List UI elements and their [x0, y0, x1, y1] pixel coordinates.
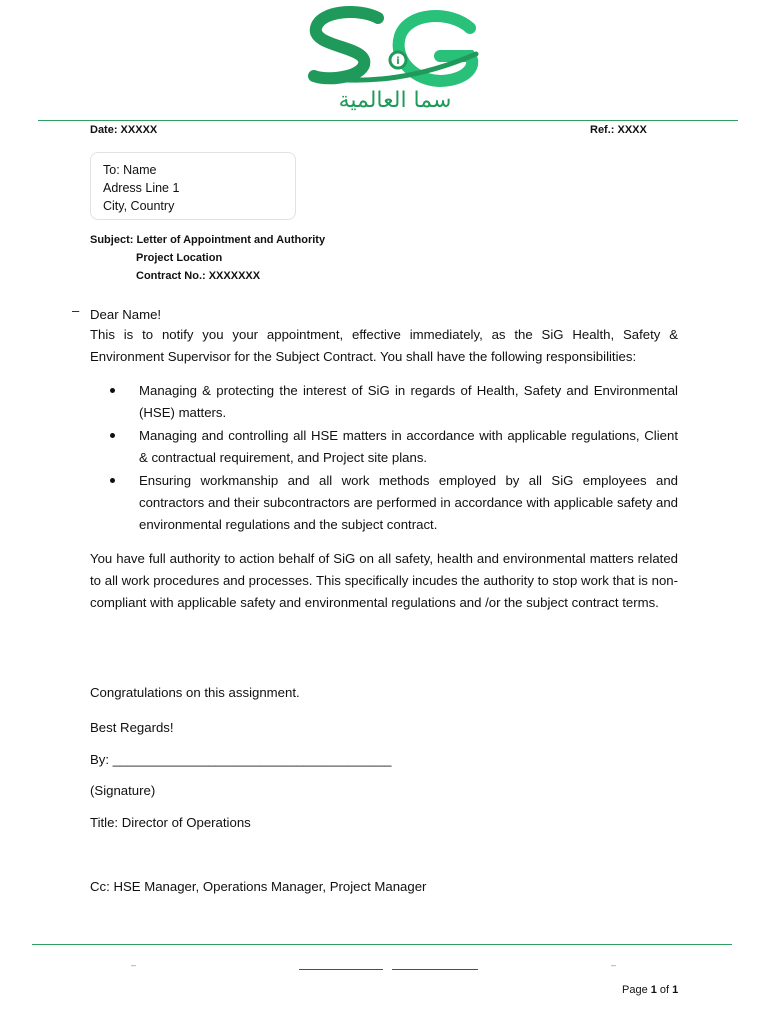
salutation: Dear Name! [90, 307, 162, 322]
date-field: Date: XXXXX [90, 124, 158, 136]
signature-label: (Signature) [90, 783, 156, 798]
contract-number: Contract No.: XXXXXXX [136, 270, 261, 282]
list-item [110, 470, 678, 536]
list-item [110, 380, 678, 424]
page-number [622, 984, 678, 996]
intro-paragraph: This is to notify you your appointment, effective immediately, as the SiG Health, Safety & Environment Supervisor for the Subject Contract. You shall have the following responsibilities: [90, 327, 678, 364]
congratulations-line: Congratulations on this assignment. [90, 685, 300, 700]
list-item-text: Managing and controlling all HSE matters in accordance with applicable regulations, Client & contractual requirement, and Project site plans. [139, 428, 678, 465]
page-label: Page [622, 984, 651, 996]
logo-arabic-text: سما العالمية [338, 88, 452, 113]
logo-letters: i [396, 56, 400, 67]
recipient-city: City, Country [103, 199, 175, 213]
recipient-address-line: Adress Line 1 [103, 181, 180, 195]
bullet-icon [110, 433, 115, 438]
margin-mark: – [72, 303, 80, 318]
page-of: of [656, 984, 673, 996]
list-item-text: Managing & protecting the interest of SiG in regards of Health, Safety and Environmental (HSE) matters. [139, 383, 678, 420]
footer-mark-right: – [611, 960, 617, 970]
page-current: 1 [650, 984, 657, 996]
signatory-title: Title: Director of Operations [90, 815, 251, 830]
list-item-text: Ensuring workmanship and all work methods employed by all SiG employees and contractors and their subcontractors are performed in accordance with applicable safety and environmental regulations and the subject contract. [139, 473, 678, 532]
header-divider [38, 120, 738, 121]
address-box [90, 152, 296, 220]
subject-line: Subject: Letter of Appointment and Authority [90, 234, 326, 246]
bullet-icon [110, 478, 115, 483]
bullet-icon [110, 388, 115, 393]
page-total: 1 [672, 984, 679, 996]
footer-link-right[interactable] [392, 969, 478, 970]
footer-divider [32, 944, 732, 945]
list-item [110, 425, 678, 469]
cc-line: Cc: HSE Manager, Operations Manager, Project Manager [90, 879, 427, 894]
closing-line: Best Regards! [90, 720, 174, 735]
responsibilities-list [110, 380, 678, 537]
company-logo [300, 6, 490, 118]
authority-paragraph: You have full authority to action behalf of SiG on all safety, health and environmental matters related to all work procedures and processes. This specifically incudes the authority to stop work that is non-compliant with applicable safety and environmental regulations and /or the subject contract terms. [90, 551, 678, 610]
signature-by-line: By: ______________________________________ [90, 752, 392, 767]
reference-field: Ref.: XXXX [590, 124, 647, 136]
recipient-name: To: Name [103, 163, 157, 177]
project-location: Project Location [136, 252, 223, 264]
footer-link-left[interactable] [299, 969, 383, 970]
footer-mark-left: – [131, 960, 137, 970]
subject-block [90, 231, 490, 285]
